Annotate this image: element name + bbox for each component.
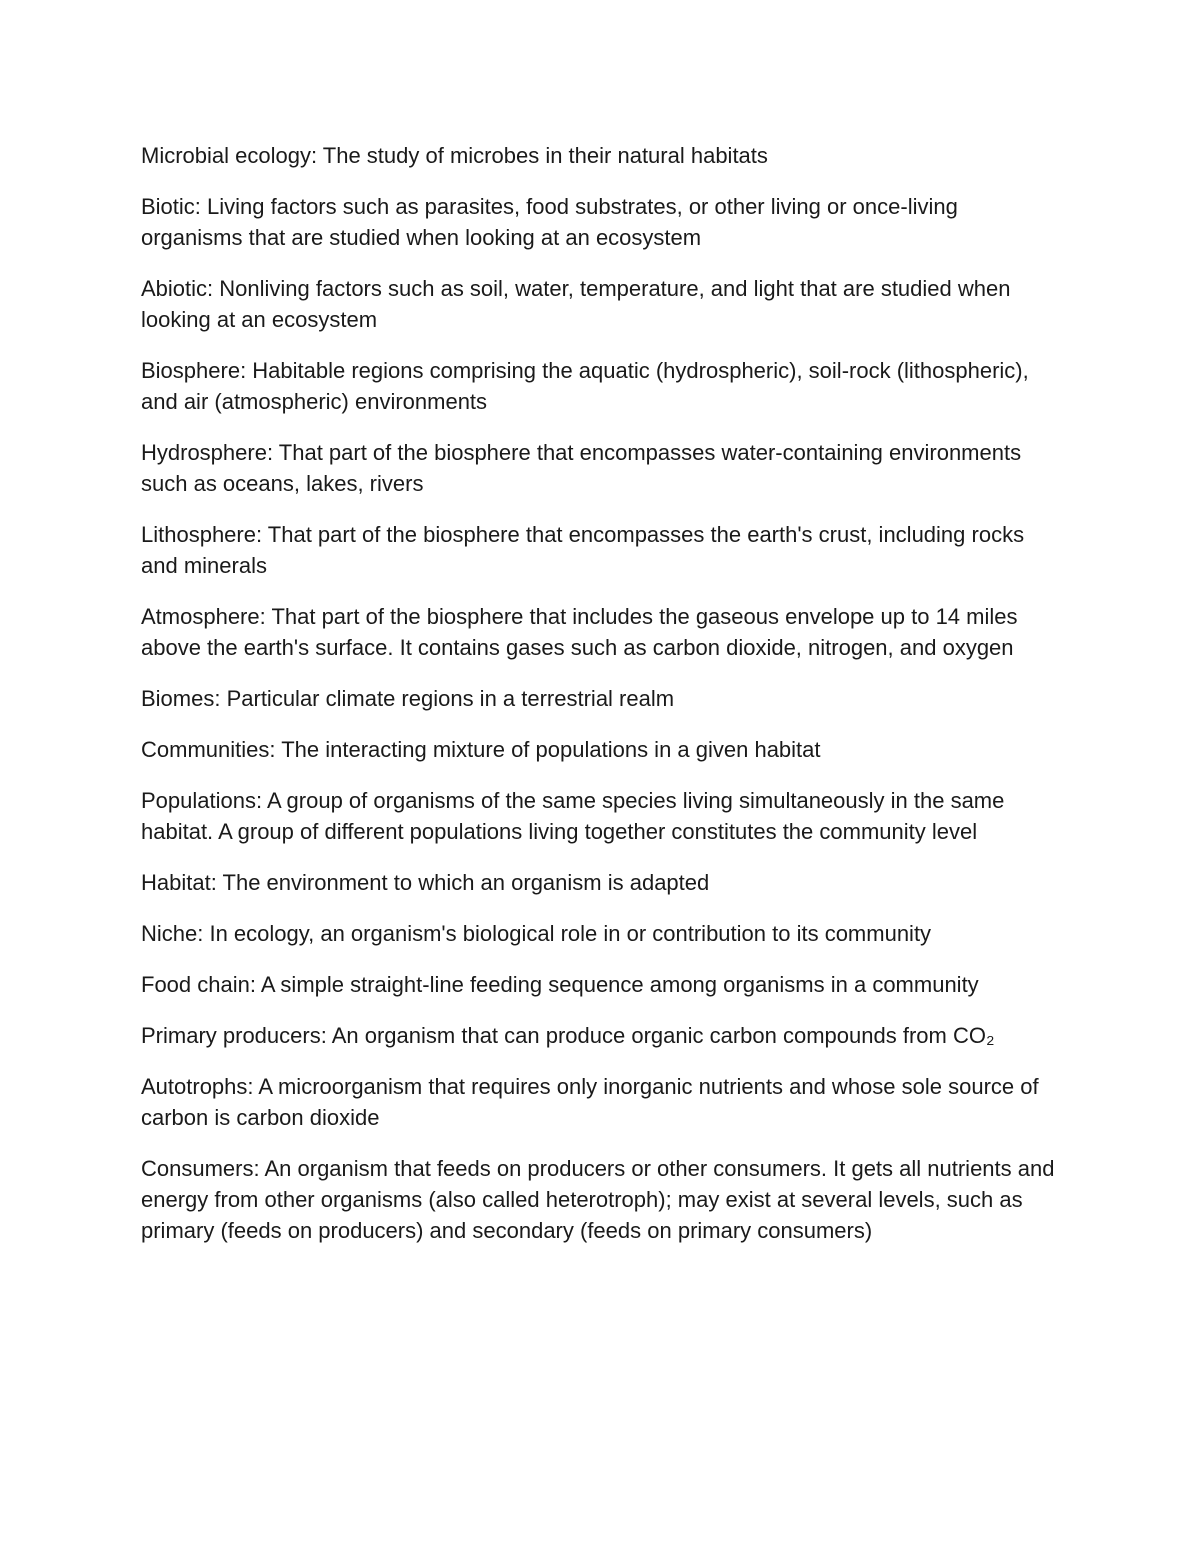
definition-habitat: Habitat: The environment to which an organism is adapted (141, 870, 710, 895)
definition-abiotic: Abiotic: Nonliving factors such as soil, water, temperature, and light that are studied when looking at an ecosystem (141, 276, 1011, 332)
definition-consumers: Consumers: An organism that feeds on producers or other consumers. It gets all nutrients and energy from other organisms (also called heterotroph); may exist at several levels, such as primary (feeds on producers) and secondary (feeds on primary consumers) (141, 1156, 1055, 1243)
definition-autotrophs: Autotrophs: A microorganism that requires only inorganic nutrients and whose sole source of carbon is carbon dioxide (141, 1074, 1039, 1130)
definition-biomes: Biomes: Particular climate regions in a terrestrial realm (141, 686, 675, 711)
definition-food-chain: Food chain: A simple straight-line feeding sequence among organisms in a community (141, 972, 979, 997)
definition-biosphere: Biosphere: Habitable regions comprising the aquatic (hydrospheric), soil-rock (lithospheric), and air (atmospheric) environments (141, 358, 1029, 414)
definition-niche: Niche: In ecology, an organism's biological role in or contribution to its community (141, 921, 932, 946)
definition-list (141, 140, 1061, 1266)
definition-populations: Populations: A group of organisms of the same species living simultaneously in the same habitat. A group of different populations living together constitutes the community level (141, 788, 1005, 844)
definition-atmosphere: Atmosphere: That part of the biosphere that includes the gaseous envelope up to 14 miles above the earth's surface. It contains gases such as carbon dioxide, nitrogen, and oxygen (141, 604, 1018, 660)
definition-communities: Communities: The interacting mixture of populations in a given habitat (141, 737, 821, 762)
definition-lithosphere: Lithosphere: That part of the biosphere that encompasses the earth's crust, including rocks and minerals (141, 522, 1025, 578)
definition-primary-producers: Primary producers: An organism that can produce organic carbon compounds from CO₂ (141, 1023, 995, 1048)
definition-biotic: Biotic: Living factors such as parasites, food substrates, or other living or once-living organisms that are studied when looking at an ecosystem (141, 194, 958, 250)
definition-hydrosphere: Hydrosphere: That part of the biosphere that encompasses water-containing environments such as oceans, lakes, rivers (141, 440, 1022, 496)
definition-microbial-ecology: Microbial ecology: The study of microbes in their natural habitats (141, 143, 768, 168)
